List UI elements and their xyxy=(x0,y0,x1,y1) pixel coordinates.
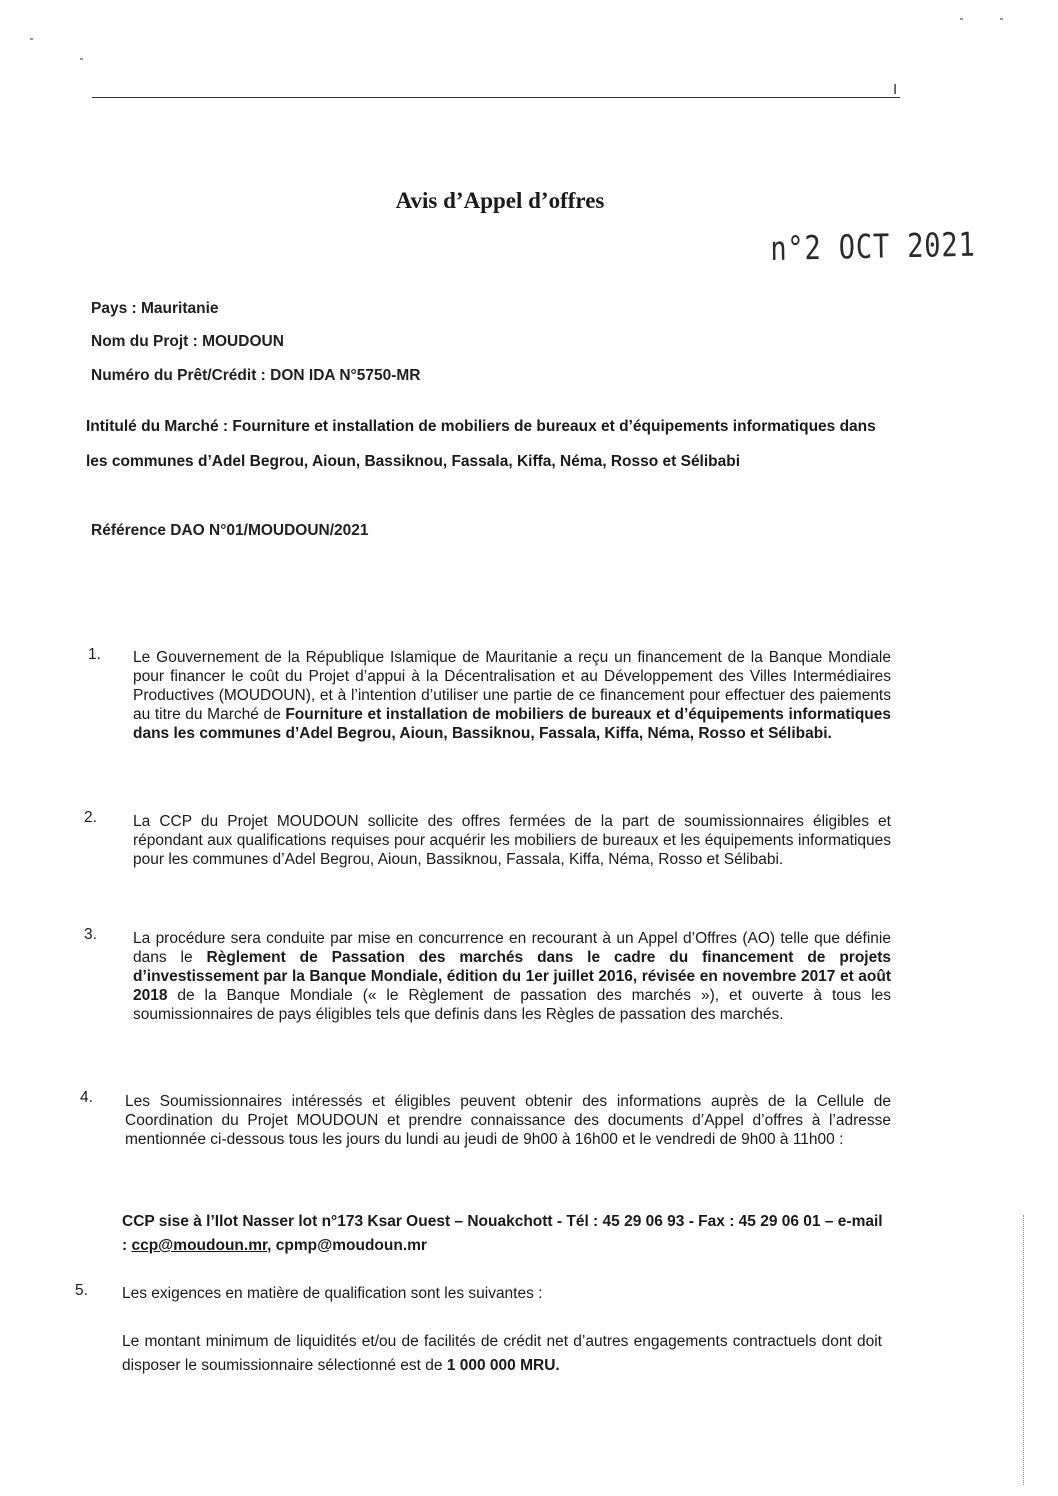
item-text-plain: Le montant minimum de liquidités et/ou de facilités de crédit net d’autres engagements contractuels dont doit disposer le soumissionnaire sélectionné est de xyxy=(122,1333,882,1374)
meta-pays-label: Pays : xyxy=(91,300,137,317)
item-number: 1. xyxy=(88,646,101,663)
document-title: Avis d’Appel d’offres xyxy=(395,188,605,213)
contact-separator: , xyxy=(267,1237,276,1254)
item-text: Les exigences en matière de qualification sont les suivantes : xyxy=(122,1285,543,1302)
scan-speck xyxy=(960,18,963,20)
item-text: Les Soumissionnaires intéressés et éligibles peuvent obtenir des informations auprès de la Cellule de Coordination du Projet MOUDOUN et prendre connaissance des documents d’Appel d’offres à l’adresse mentionnée ci-dessous tous les jours du lundi au jeudi de 9h00 à 16h00 et le vendredi de 9h00 à 11h00 : xyxy=(125,1093,891,1148)
contact-block xyxy=(122,1210,892,1258)
item-number: 3. xyxy=(84,926,97,943)
header-rule xyxy=(92,97,900,98)
item-text-plain: La procédure sera conduite par mise en concurrence en recourant à un Appel d’Offres (AO) telle que définie dans le xyxy=(133,930,891,966)
scan-speck xyxy=(1000,18,1003,20)
margin-scan-marks xyxy=(1023,1215,1030,1485)
meta-projet xyxy=(91,333,284,351)
item-text-plain: Le Gouvernement de la République Islamique de Mauritanie a reçu un financement de la Banque Mondiale pour financer le coût du Projet d’appui à la Décentralisation et au Développement des Villes Intermédiaires Productives (MOUDOUN), et à l’intention d’utiliser une partie de ce financement pour effectuer des paiements au titre du Marché de xyxy=(133,649,891,723)
contact-email-ccp[interactable]: ccp@moudoun.mr xyxy=(131,1237,268,1254)
meta-intitule-label: Intitulé du Marché : xyxy=(86,418,229,435)
meta-intitule-value: Fourniture et installation de mobiliers de bureaux et d’équipements informatiques dans les communes d’Adel Begrou, Aioun, Bassiknou, Fassala, Kiffa, Néma, Rosso et Sélibabi xyxy=(86,418,876,470)
scan-speck xyxy=(80,58,83,60)
item-text-bold: Fourniture et installation de mobiliers de bureaux et d’équipements informatiques dans les communes d’Adel Begrou, Aioun, Bassiknou, Fassala, Kiffa, Néma, Rosso et Sélibabi. xyxy=(133,706,892,742)
item-text xyxy=(133,648,891,743)
date-stamp: n°2 OCT 2021 xyxy=(770,224,976,268)
meta-pret-label: Numéro du Prêt/Crédit : xyxy=(91,367,266,384)
meta-projet-value: MOUDOUN xyxy=(202,333,284,350)
item-text-plain: de la Banque Mondiale (« le Règlement de passation des marchés »), et ouverte à tous les soumissionnaires de pays éligibles tels que definis dans les Règles de passation des marchés. xyxy=(133,987,891,1023)
header-page-mark: I xyxy=(893,81,898,98)
item-text xyxy=(133,929,891,1024)
item-text-bold: Règlement de Passation des marchés dans le cadre du financement de projets d’investissement par la Banque Mondiale, édition du 1er juillet 2016, révisée en novembre 2017 et août 2018 xyxy=(133,949,891,1004)
meta-reference: Référence DAO N°01/MOUDOUN/2021 xyxy=(91,522,369,539)
contact-email-cpmp[interactable]: cpmp@moudoun.mr xyxy=(275,1237,427,1254)
meta-pret xyxy=(91,367,420,385)
meta-pays xyxy=(91,300,219,318)
contact-line: CCP sise à l’Ilot Nasser lot n°173 Ksar Ouest – Nouakchott - Tél : 45 29 06 93 - Fax : 45 29 06 01 – e-mail : xyxy=(122,1213,883,1254)
meta-intitule xyxy=(86,410,896,479)
meta-pret-value: DON IDA N°5750-MR xyxy=(270,367,421,384)
item-number: 4. xyxy=(80,1089,93,1106)
item-text-bold: 1 000 000 MRU. xyxy=(446,1357,560,1374)
item-subtext xyxy=(122,1330,882,1378)
item-number: 5. xyxy=(75,1282,88,1299)
meta-projet-label: Nom du Projt : xyxy=(91,333,198,350)
scan-speck xyxy=(30,38,33,40)
meta-pays-value: Mauritanie xyxy=(140,300,219,317)
item-number: 2. xyxy=(84,809,97,826)
item-text: La CCP du Projet MOUDOUN sollicite des offres fermées de la part de soumissionnaires éligibles et répondant aux qualifications requises pour acquérir les mobiliers de bureaux et les équipements informatiques pour les communes d’Adel Begrou, Aioun, Bassiknou, Fassala, Kiffa, Néma, Rosso et Sélibabi. xyxy=(133,813,891,868)
